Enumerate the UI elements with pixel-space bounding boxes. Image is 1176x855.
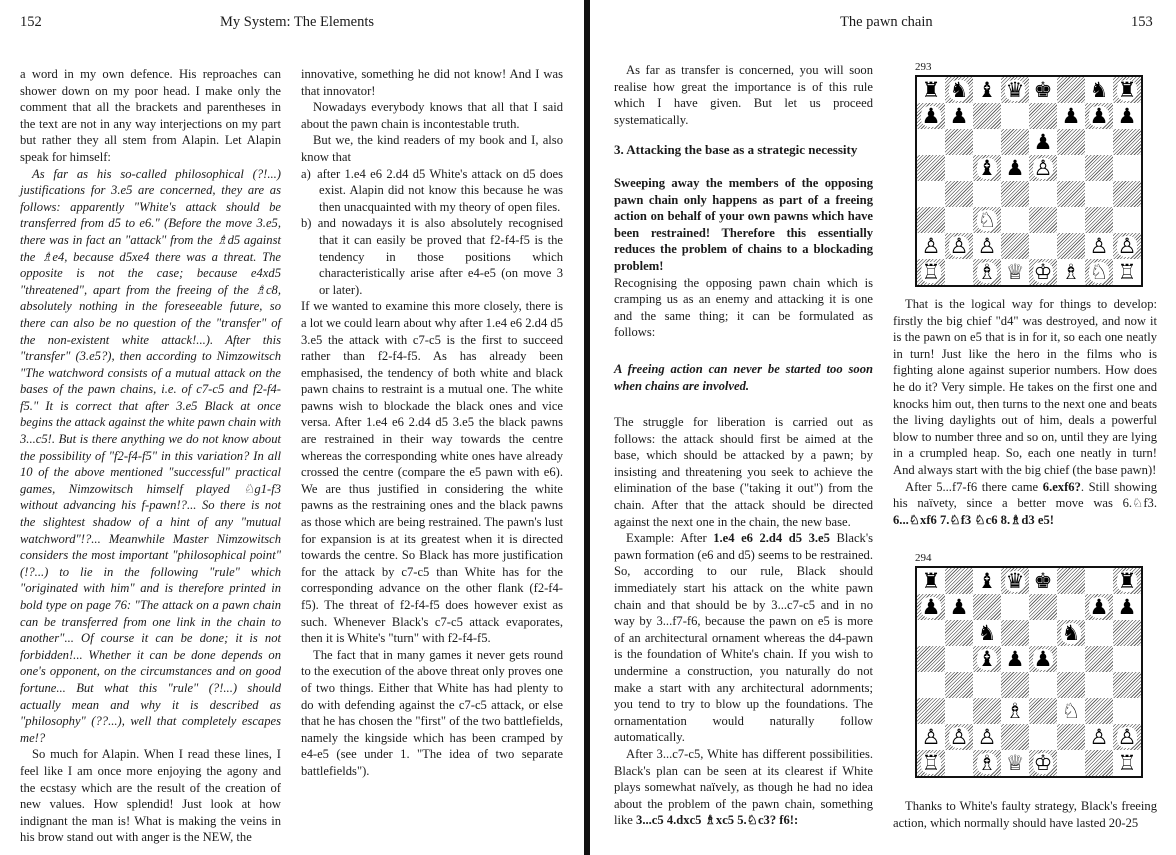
board-square xyxy=(1057,568,1085,594)
list-item: a) after 1.e4 e6 2.d4 d5 White's attack on d5 does exist. Alapin did not know this because he was then unacquainted with my theory of open files. xyxy=(301,166,563,214)
board-square xyxy=(1029,724,1057,750)
text-run: . Still showing his naïvety, since a better move was 6.♘f3. xyxy=(893,479,1157,511)
board-square xyxy=(1113,233,1141,259)
board-square xyxy=(1085,233,1113,259)
move: 6.exf6? xyxy=(1042,479,1081,494)
board-square xyxy=(1057,750,1085,776)
chess-piece-icon: ♜ xyxy=(1117,77,1137,102)
paragraph: Nowadays everybody knows that all that I said about the pawn chain is incontestable truth. xyxy=(301,100,563,131)
board-square xyxy=(1001,698,1029,724)
chess-piece-icon: ♚ xyxy=(1033,77,1053,102)
chess-piece-icon: ♟ xyxy=(921,594,941,619)
board-square xyxy=(1029,233,1057,259)
board-square xyxy=(1001,233,1029,259)
chess-piece-icon: ♛ xyxy=(1005,77,1025,102)
left-page xyxy=(0,0,584,855)
paragraph: That is the logical way for things to develop: firstly the big chief "d4" was destroyed, and now it is the pawn on e5 that is in for it, so each one neatly in turn! Just like the hero in the films who is fighting alone against superior numbers. How does he do it? Very simple. He takes on the first one and knocks him out, then turns to the next one and beats the living daylights out of him, deals a powerful blow to number three and so on, until they are lying in a crumpled heap. So, each one neatly in turn! And always start with the big chief (the base pawn)! xyxy=(893,297,1157,477)
paragraph: Thanks to White's faulty strategy, Black's freeing action, which normally should have lasted 20-25 xyxy=(893,799,1157,830)
chess-piece-icon: ♜ xyxy=(921,568,941,593)
board-square xyxy=(1085,103,1113,129)
chess-piece-icon: ♟ xyxy=(1005,646,1025,671)
board-square xyxy=(1029,77,1057,103)
paragraph: Recognising the opposing pawn chain which is cramping us as an enemy and attacking it is one and the same thing; it can be formulated as follows: xyxy=(614,275,873,340)
board-square xyxy=(1113,646,1141,672)
chess-piece-icon: ♙ xyxy=(1089,233,1109,258)
board-square xyxy=(1001,181,1029,207)
paragraph: As far as his so-called philosophical (?!...) justifications for 3.e5 are concerned, they are as follows: apparently "White's attack should be transferred from d5 to e6." (Before the move 3.e5, there was in fact an "attack" from the ♗d5 against the ♗e4, because d5xe4 there was a threat. The opposite is not the case; because e4xd5 "threatened", apart from the freeing of the ♗c8, absolutely nothing in the foreseeable future, so there can also be no question of the "transfer" of the non-existent white attack!...). After this "transfer" (3.e5?), then according to Nimzowitsch "The watchword consists of a mutual attack on the bases of the pawn chains, i.e. of c7-c5 and f2-f4-f5." It is correct that after 3.e5 Black at once begins the attack against the white pawn chain with 3...c5!. But is there anything we do not know about the possibility of "f2-f4-f5" in this variation? In all 10 of the above mentioned "successful" practical games, Nimzowitsch himself played ♘g1-f3 without advancing his f-pawn!?... So there is not the slightest shadow of a hint of any "mutual watchword"!?... Meanwhile Master Nimzowitsch considers the most important "philosophical point" (!?...) to lie in the following "rule" which "originated with him" and is therefore printed in bold type on page 76: "The attack on a pawn chain can be transferred from one link in the chain to another"... Of course it can be done; it is not forbidden!... Whether it can be done depends on one's opponent, on the circumstances and on good fortune... But what this "rule" (?!...) should actually mean and why it is described as "philosophy" (??...), well that completely escapes me!? xyxy=(20,166,281,745)
board-square xyxy=(1029,103,1057,129)
board-square xyxy=(1085,155,1113,181)
board-square xyxy=(1085,77,1113,103)
text-run: After 5...f7-f6 there came xyxy=(905,479,1043,494)
board-square xyxy=(1029,672,1057,698)
board-square xyxy=(917,724,945,750)
chess-diagram-293 xyxy=(915,61,1143,287)
chess-piece-icon: ♟ xyxy=(1033,129,1053,154)
move-sequence: 1.e4 e6 2.d4 d5 3.e5 xyxy=(713,531,830,546)
board-square xyxy=(1057,259,1085,285)
board-square xyxy=(945,672,973,698)
board-square xyxy=(1113,155,1141,181)
paragraph: If we wanted to examine this more closely, there is a lot we could learn about why after 1.e4 e6 2.d4 d5 3.e5 the attack with c7-c5 is the first to succeed rather than f2-f4-f5. As has already been emphasised, the tendency of both white and black pawn chains to restraint is a mutual one. The white pawns wish to blockade the black ones and vice versa. After 1.e4 e6 2.d4 d5 3.e5 the black pawns are restrained in their way towards the centre whereas the corresponding white ones have already crossed the centre (compare the e5 pawn with e6). We are thus justified in considering the white pawns as the restraining ones and the black pawns as those which are being restrained. The pawn's lust for expansion is at its greatest when it is directed towards the centre. So Black has more justification for the attack by c7-c5 than White has for the corresponding advance on the other flank (f2-f4-f5). The threat of f2-f4-f5 does however exist as such. Whenever Black's c7-c5 attack evaporates, then it is White's "turn" with f2-f4-f5. xyxy=(301,299,563,646)
chess-piece-icon: ♟ xyxy=(949,594,969,619)
board-square xyxy=(1001,750,1029,776)
chess-piece-icon: ♟ xyxy=(1061,103,1081,128)
chess-piece-icon: ♜ xyxy=(1117,568,1137,593)
chess-piece-icon: ♟ xyxy=(949,103,969,128)
board-square xyxy=(1057,181,1085,207)
board-square xyxy=(973,620,1001,646)
board-square xyxy=(1001,620,1029,646)
board-square xyxy=(1029,259,1057,285)
intro-paragraph: As far as transfer is concerned, you will soon realise how great the importance is of this rule which I have given. But let us proceed systematically. xyxy=(614,63,873,127)
board-square xyxy=(945,259,973,285)
board-square xyxy=(1001,129,1029,155)
board-square xyxy=(1113,103,1141,129)
board-square xyxy=(1113,698,1141,724)
board-square xyxy=(1001,672,1029,698)
board-square xyxy=(1001,568,1029,594)
board-square xyxy=(1001,259,1029,285)
chess-piece-icon: ♚ xyxy=(1033,568,1053,593)
board-square xyxy=(1085,181,1113,207)
paragraph: innovative, something he did not know! And I was that innovator! xyxy=(301,67,563,98)
board-square xyxy=(945,594,973,620)
board-square xyxy=(1057,672,1085,698)
chess-piece-icon: ♝ xyxy=(977,568,997,593)
board-square xyxy=(1085,620,1113,646)
board-square xyxy=(973,181,1001,207)
board-square xyxy=(973,207,1001,233)
chess-piece-icon: ♘ xyxy=(977,207,997,232)
board-square xyxy=(1113,568,1141,594)
board-square xyxy=(945,620,973,646)
chess-piece-icon: ♟ xyxy=(1117,103,1137,128)
board-square xyxy=(973,698,1001,724)
moves-paragraph xyxy=(893,479,1157,529)
board-square xyxy=(917,103,945,129)
board-square xyxy=(973,594,1001,620)
board-square xyxy=(917,672,945,698)
chess-piece-icon: ♟ xyxy=(1033,646,1053,671)
chess-piece-icon: ♔ xyxy=(1033,259,1053,284)
paragraph: The fact that in many games it never gets round to the execution of the above threat only proves one of two things. Either that White has had plenty to do with defending against the c7-c5 attack, or else that he has chosen the "first" of the two battlefields, namely the kingside which has been cramped by e4-e5 (see under 1. "The idea of two separate battlefields"). xyxy=(301,647,563,778)
board-square xyxy=(1029,155,1057,181)
board-square xyxy=(1029,620,1057,646)
board-square xyxy=(1001,646,1029,672)
list-item: b) and nowadays it is also absolutely recognised that it can easily be proved that f2-f4-f5 is the tendency in those positions which characteristically arise after e4-e5 (on move 3 or later). xyxy=(301,216,563,297)
chess-piece-icon: ♗ xyxy=(977,750,997,775)
board-square xyxy=(1057,698,1085,724)
board-square xyxy=(1113,129,1141,155)
chess-diagram-294 xyxy=(915,552,1143,778)
chess-piece-icon: ♗ xyxy=(977,259,997,284)
chess-piece-icon: ♖ xyxy=(1117,750,1137,775)
board-square xyxy=(1001,207,1029,233)
page-number-right: 153 xyxy=(1131,14,1153,30)
board-square xyxy=(1113,259,1141,285)
running-head-right: The pawn chain xyxy=(840,14,933,30)
board-square xyxy=(1113,672,1141,698)
chess-piece-icon: ♝ xyxy=(977,155,997,180)
board-square xyxy=(945,568,973,594)
running-head-left: My System: The Elements xyxy=(220,14,374,30)
board-square xyxy=(1057,646,1085,672)
board-square xyxy=(1057,233,1085,259)
board-square xyxy=(1085,259,1113,285)
chess-piece-icon: ♟ xyxy=(1005,155,1025,180)
left-column-1 xyxy=(20,66,281,846)
board-square xyxy=(1113,620,1141,646)
board-square xyxy=(1085,646,1113,672)
chess-piece-icon: ♙ xyxy=(1117,724,1137,749)
board-square xyxy=(973,233,1001,259)
board-square xyxy=(1113,207,1141,233)
chess-piece-icon: ♞ xyxy=(1061,620,1081,645)
chess-piece-icon: ♛ xyxy=(1005,568,1025,593)
chess-piece-icon: ♙ xyxy=(921,724,941,749)
chess-piece-icon: ♙ xyxy=(949,724,969,749)
board-square xyxy=(973,155,1001,181)
board-square xyxy=(917,594,945,620)
board-square xyxy=(945,750,973,776)
chess-piece-icon: ♔ xyxy=(1033,750,1053,775)
chess-piece-icon: ♕ xyxy=(1005,259,1025,284)
chess-board xyxy=(915,75,1143,287)
chess-piece-icon: ♟ xyxy=(1117,594,1137,619)
board-square xyxy=(917,568,945,594)
text-run: After 3...c7-c5, White has different possibilities. Black's plan can be seen at its clearest if White plays somewhat naïvely, as though he had no idea about the problem of the pawn chain, something like xyxy=(614,746,873,828)
chess-piece-icon: ♙ xyxy=(977,233,997,258)
board-square xyxy=(945,103,973,129)
board-square xyxy=(1085,207,1113,233)
chess-piece-icon: ♞ xyxy=(949,77,969,102)
board-square xyxy=(1057,724,1085,750)
board-square xyxy=(1085,594,1113,620)
board-square xyxy=(945,129,973,155)
board-square xyxy=(973,77,1001,103)
board-square xyxy=(917,620,945,646)
board-square xyxy=(917,77,945,103)
board-square xyxy=(917,233,945,259)
board-square xyxy=(1085,750,1113,776)
board-square xyxy=(1085,568,1113,594)
board-square xyxy=(1001,594,1029,620)
chess-piece-icon: ♝ xyxy=(977,646,997,671)
chess-piece-icon: ♞ xyxy=(977,620,997,645)
board-square xyxy=(1113,724,1141,750)
board-square xyxy=(945,698,973,724)
right-column-2 xyxy=(893,296,1157,528)
chess-board xyxy=(915,566,1143,778)
chess-piece-icon: ♙ xyxy=(921,233,941,258)
board-square xyxy=(1057,77,1085,103)
board-square xyxy=(1057,594,1085,620)
chess-piece-icon: ♟ xyxy=(921,103,941,128)
chess-piece-icon: ♟ xyxy=(1089,103,1109,128)
board-square xyxy=(917,155,945,181)
board-square xyxy=(973,259,1001,285)
board-square xyxy=(1085,698,1113,724)
board-square xyxy=(917,181,945,207)
board-square xyxy=(945,233,973,259)
move-sequence: 3...c5 4.dxc5 ♗xc5 5.♘c3? f6!: xyxy=(636,813,799,828)
chess-piece-icon: ♗ xyxy=(1005,698,1025,723)
board-square xyxy=(1057,620,1085,646)
board-square xyxy=(1029,698,1057,724)
text-run: Example: After xyxy=(626,531,714,546)
section-heading: 3. Attacking the base as a strategic necessity xyxy=(614,142,858,158)
board-square xyxy=(917,750,945,776)
board-square xyxy=(1001,77,1029,103)
chess-piece-icon: ♟ xyxy=(1089,594,1109,619)
paragraph: So much for Alapin. When I read these lines, I feel like I am once more enjoying the agony and the ecstasy which are the result of the creation of new values. How splendid! Just look at how indignant the man is! What is making the veins in his brow stand out with anger is the NEW, the xyxy=(20,747,281,845)
board-square xyxy=(945,207,973,233)
maxim: A freeing action can never be started too soon when chains are involved. xyxy=(614,361,873,393)
board-square xyxy=(1085,129,1113,155)
chess-piece-icon: ♝ xyxy=(977,77,997,102)
board-square xyxy=(945,155,973,181)
board-square xyxy=(1029,181,1057,207)
paragraph: But we, the kind readers of my book and I, also know that xyxy=(301,133,563,164)
board-square xyxy=(945,724,973,750)
board-square xyxy=(973,750,1001,776)
example-paragraph xyxy=(614,530,873,746)
board-square xyxy=(1029,207,1057,233)
board-square xyxy=(945,181,973,207)
board-square xyxy=(1057,103,1085,129)
text-run: Black's pawn formation (e6 and d5) seems to be restrained. So, according to our rule, Black should immediately start his attack on the white pawn chain and that should be by 3...c7-c5 and in no way by 3...f7-f6, because the pawn on e5 is more of an architectural ornament whereas the d4-pawn is the foundation of White's chain. If you wish to undermine a construction, you naturally do not make a start with any architectural adornments; you tend to try to blow up the foundations. The ornamentation would naturally follow automatically. xyxy=(614,531,873,745)
board-square xyxy=(973,568,1001,594)
board-square xyxy=(1113,750,1141,776)
paragraph xyxy=(614,746,873,829)
move-sequence: 6...♘xf6 7.♘f3 ♘c6 8.♗d3 e5! xyxy=(893,512,1054,527)
board-square xyxy=(973,129,1001,155)
chess-piece-icon: ♖ xyxy=(1117,259,1137,284)
board-square xyxy=(1001,724,1029,750)
board-square xyxy=(1001,103,1029,129)
board-square xyxy=(1029,129,1057,155)
chess-piece-icon: ♙ xyxy=(1089,724,1109,749)
chess-piece-icon: ♘ xyxy=(1089,259,1109,284)
chess-piece-icon: ♘ xyxy=(1061,698,1081,723)
diagram-number: 294 xyxy=(915,552,932,564)
diagram-number: 293 xyxy=(915,61,932,73)
board-square xyxy=(1029,568,1057,594)
board-square xyxy=(1085,724,1113,750)
chess-piece-icon: ♕ xyxy=(1005,750,1025,775)
chess-piece-icon: ♖ xyxy=(921,750,941,775)
board-square xyxy=(917,646,945,672)
chess-piece-icon: ♙ xyxy=(977,724,997,749)
board-square xyxy=(945,77,973,103)
board-square xyxy=(917,129,945,155)
board-square xyxy=(917,259,945,285)
board-square xyxy=(1029,750,1057,776)
board-square xyxy=(917,207,945,233)
chess-piece-icon: ♙ xyxy=(1033,155,1053,180)
page-number-left: 152 xyxy=(20,14,42,30)
board-square xyxy=(1057,155,1085,181)
board-square xyxy=(1029,646,1057,672)
board-square xyxy=(973,103,1001,129)
paragraph: The struggle for liberation is carried out as follows: the attack should first be aimed at the base, which should be attacked by a pawn; by insisting and threatening you seek to achieve the elimination of the base ("taking it out") from the chain. After that the attack should be directed against the next one in the chain, the new base. xyxy=(614,415,873,529)
right-column-2-bottom xyxy=(893,798,1157,831)
chess-piece-icon: ♗ xyxy=(1061,259,1081,284)
board-square xyxy=(1113,594,1141,620)
right-column-1 xyxy=(614,62,873,829)
board-square xyxy=(945,646,973,672)
board-square xyxy=(917,698,945,724)
chess-piece-icon: ♜ xyxy=(921,77,941,102)
board-square xyxy=(973,646,1001,672)
board-square xyxy=(1085,672,1113,698)
board-square xyxy=(1029,594,1057,620)
right-page xyxy=(590,0,1176,855)
chess-piece-icon: ♖ xyxy=(921,259,941,284)
board-square xyxy=(1113,77,1141,103)
chess-piece-icon: ♞ xyxy=(1089,77,1109,102)
board-square xyxy=(973,724,1001,750)
board-square xyxy=(1057,129,1085,155)
chess-piece-icon: ♙ xyxy=(1117,233,1137,258)
board-square xyxy=(1057,207,1085,233)
chess-piece-icon: ♙ xyxy=(949,233,969,258)
board-square xyxy=(1113,181,1141,207)
board-square xyxy=(973,672,1001,698)
board-square xyxy=(1001,155,1029,181)
bold-rule: Sweeping away the members of the opposing pawn chain only happens as part of a freeing action on behalf of your own pawns which have been restrained! Therefore this essentially reduces the problem of chains to a blockading problem! xyxy=(614,175,873,273)
left-column-2 xyxy=(301,66,563,780)
paragraph: a word in my own defence. His reproaches can shower down on my poor head. I make only the comment that all the brackets and parentheses in the text are not in any way interjections on my part but rather they all stem from Alapin. Let Alapin speak for himself: xyxy=(20,67,281,164)
